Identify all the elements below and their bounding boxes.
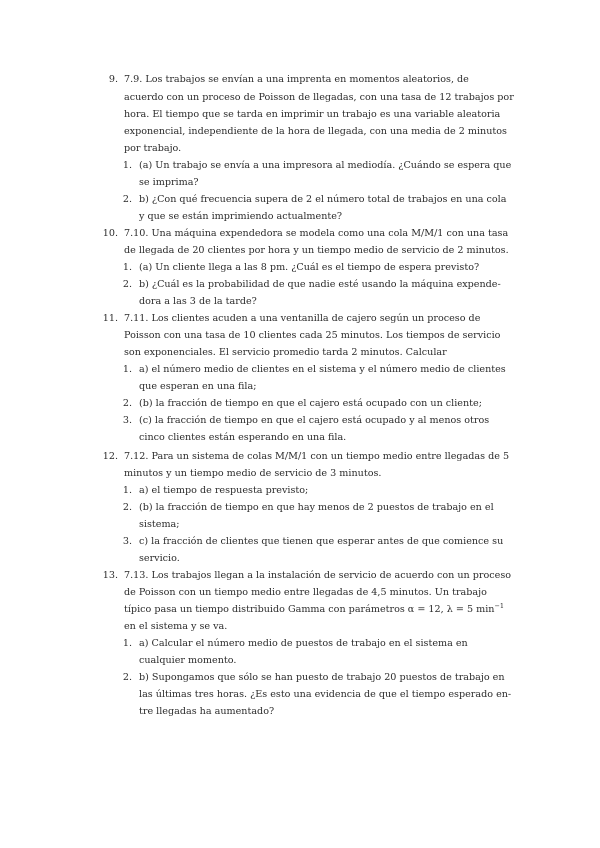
subquestion-text-line: (a) Un cliente llega a las 8 pm. ¿Cuál es el tiempo de espera previsto?	[139, 262, 480, 273]
subquestion-text-line: b) ¿Cuál es la probabilidad de que nadie esté usando la máquina expende-	[139, 279, 501, 290]
problem-number: 12.	[102, 451, 118, 462]
subquestion-text-line: a) Calcular el número medio de puestos de trabajo en el sistema en	[139, 638, 468, 649]
subquestion-text-line: cualquier momento.	[139, 655, 237, 666]
subquestion-text-line: b) Supongamos que sólo se han puesto de trabajo 20 puestos de trabajo en	[139, 672, 505, 683]
subquestion-number: 2.	[122, 194, 132, 205]
subquestion-number: 2.	[122, 672, 132, 683]
subquestion-text-line: tre llegadas ha aumentado?	[139, 706, 275, 717]
problem-number: 9.	[108, 74, 118, 85]
gamma-parameters-text: típico pasa un tiempo distribuido Gamma con parámetros α = 12, λ = 5 min	[124, 604, 495, 615]
subquestion-text-line: las últimas tres horas. ¿Es esto una evidencia de que el tiempo esperado en-	[139, 689, 512, 700]
subquestion-text-line: (a) Un trabajo se envía a una impresora al mediodía. ¿Cuándo se espera que	[139, 160, 512, 171]
subquestion-number: 3.	[122, 415, 132, 426]
subquestion-text-line: servicio.	[139, 553, 180, 564]
problem-text-line: 7.9. Los trabajos se envían a una imprenta en momentos aleatorios, de	[124, 74, 469, 85]
exponent-superscript: −1	[494, 602, 505, 610]
problem-text-line: de llegada de 20 clientes por hora y un tiempo medio de servicio de 2 minutos.	[124, 245, 509, 256]
subquestion-number: 2.	[122, 279, 132, 290]
problem-text-line: minutos y un tiempo medio de servicio de 3 minutos.	[124, 468, 382, 479]
subquestion-text-line: se imprima?	[139, 177, 199, 188]
subquestion-text-line: c) la fracción de clientes que tienen que esperar antes de que comience su	[139, 536, 504, 547]
problem-number: 10.	[102, 228, 118, 239]
problem-text-line: 7.13. Los trabajos llegan a la instalación de servicio de acuerdo con un proceso	[124, 570, 512, 581]
problem-text-line: en el sistema y se va.	[124, 621, 228, 632]
problem-text-line: 7.12. Para un sistema de colas M/M/1 con un tiempo medio entre llegadas de 5	[124, 451, 510, 462]
problem-number: 13.	[102, 570, 118, 581]
problem-text-line: 7.10. Una máquina expendedora se modela como una cola M/M/1 con una tasa	[124, 228, 509, 239]
subquestion-number: 1.	[122, 638, 132, 649]
subquestion-number: 2.	[122, 502, 132, 513]
problem-number: 11.	[102, 313, 118, 324]
subquestion-text-line: a) el número medio de clientes en el sistema y el número medio de clientes	[139, 364, 506, 375]
problem-text-line	[124, 602, 504, 619]
subquestion-text-line: b) ¿Con qué frecuencia supera de 2 el número total de trabajos en una cola	[139, 194, 507, 205]
subquestion-text-line: que esperan en una fila;	[139, 381, 257, 392]
problem-text-line: de Poisson con un tiempo medio entre llegadas de 4,5 minutos. Un trabajo	[124, 587, 487, 598]
problem-text-line: por trabajo.	[124, 143, 182, 154]
subquestion-number: 2.	[122, 398, 132, 409]
subquestion-number: 1.	[122, 160, 132, 171]
subquestion-number: 1.	[122, 485, 132, 496]
subquestion-text-line: dora a las 3 de la tarde?	[139, 296, 257, 307]
subquestion-text-line: (b) la fracción de tiempo en que hay menos de 2 puestos de trabajo en el	[139, 502, 494, 513]
problem-text-line: exponencial, independiente de la hora de llegada, con una media de 2 minutos	[124, 126, 507, 137]
problem-text-line: Poisson con una tasa de 10 clientes cada 25 minutos. Los tiempos de servicio	[124, 330, 501, 341]
subquestion-number: 1.	[122, 262, 132, 273]
subquestion-number: 3.	[122, 536, 132, 547]
problem-text-line: acuerdo con un proceso de Poisson de llegadas, con una tasa de 12 trabajos por	[124, 92, 514, 103]
problem-text-line: hora. El tiempo que se tarda en imprimir un trabajo es una variable aleatoria	[124, 109, 501, 120]
subquestion-text-line: a) el tiempo de respuesta previsto;	[139, 485, 309, 496]
subquestion-text-line: sistema;	[139, 519, 180, 530]
subquestion-text-line: (b) la fracción de tiempo en que el cajero está ocupado con un cliente;	[139, 398, 482, 409]
problem-text-line: 7.11. Los clientes acuden a una ventanilla de cajero según un proceso de	[124, 313, 481, 324]
subquestion-text-line: (c) la fracción de tiempo en que el cajero está ocupado y al menos otros	[139, 415, 490, 426]
subquestion-text-line: y que se están imprimiendo actualmente?	[139, 211, 343, 222]
subquestion-number: 1.	[122, 364, 132, 375]
subquestion-text-line: cinco clientes están esperando en una fila.	[139, 432, 347, 443]
problem-text-line: son exponenciales. El servicio promedio tarda 2 minutos. Calcular	[124, 347, 447, 358]
